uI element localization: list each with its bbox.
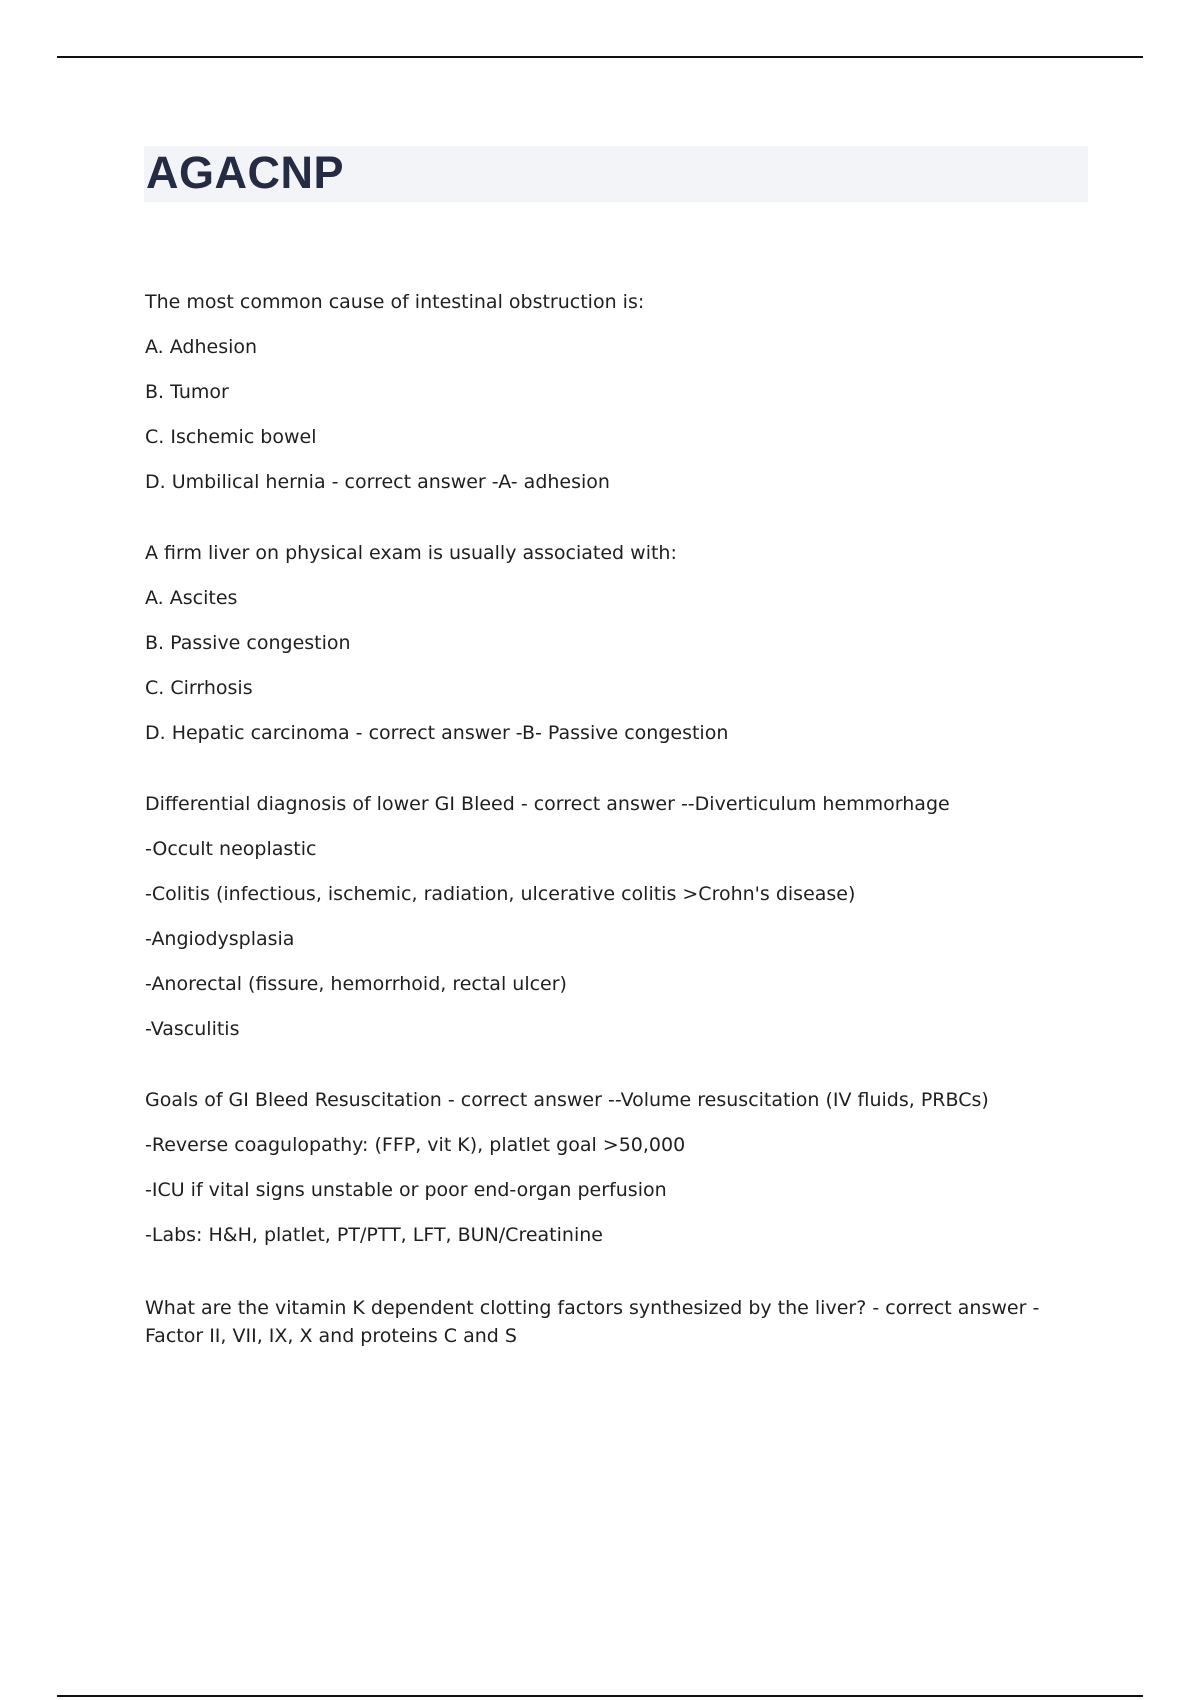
document-title: AGACNP bbox=[146, 147, 345, 198]
answer-list-item: -Vasculitis bbox=[145, 1018, 240, 1040]
answer-option: C. Ischemic bowel bbox=[145, 426, 317, 448]
question-text: Differential diagnosis of lower GI Bleed - correct answer --Diverticulum hemmorhage bbox=[145, 793, 950, 815]
answer-option: A. Ascites bbox=[145, 587, 238, 609]
answer-list-item: -Anorectal (fissure, hemorrhoid, rectal ulcer) bbox=[145, 973, 567, 995]
header-divider bbox=[57, 56, 1143, 58]
answer-option-with-correct-answer: D. Hepatic carcinoma - correct answer -B- Passive congestion bbox=[145, 722, 729, 744]
question-text-with-answer: What are the vitamin K dependent clotting factors synthesized by the liver? - correct answer -Factor II, VII, IX, X and proteins C and S bbox=[145, 1297, 1040, 1347]
question-block-2 bbox=[145, 541, 1085, 746]
answer-list-item: -Angiodysplasia bbox=[145, 928, 295, 950]
question-text: A firm liver on physical exam is usually associated with: bbox=[145, 542, 677, 564]
answer-option: B. Tumor bbox=[145, 381, 229, 403]
answer-option: B. Passive congestion bbox=[145, 632, 351, 654]
question-text: The most common cause of intestinal obstruction is: bbox=[145, 291, 645, 313]
answer-list-item: -Reverse coagulopathy: (FFP, vit K), platlet goal >50,000 bbox=[145, 1134, 686, 1156]
answer-list-item: -Colitis (infectious, ischemic, radiation, ulcerative colitis >Crohn's disease) bbox=[145, 883, 856, 905]
footer-divider bbox=[57, 1695, 1143, 1697]
answer-option-with-correct-answer: D. Umbilical hernia - correct answer -A- adhesion bbox=[145, 471, 610, 493]
question-block-4 bbox=[145, 1088, 1085, 1248]
question-block-1 bbox=[145, 290, 1085, 495]
document-body bbox=[145, 290, 1085, 1396]
answer-list-item: -ICU if vital signs unstable or poor end-organ perfusion bbox=[145, 1179, 667, 1201]
answer-option: C. Cirrhosis bbox=[145, 677, 253, 699]
answer-option: A. Adhesion bbox=[145, 336, 258, 358]
question-block-3 bbox=[145, 792, 1085, 1042]
answer-list-item: -Occult neoplastic bbox=[145, 838, 317, 860]
question-text: Goals of GI Bleed Resuscitation - correct answer --Volume resuscitation (IV fluids, PRBCs) bbox=[145, 1089, 989, 1111]
answer-list-item: -Labs: H&H, platlet, PT/PTT, LFT, BUN/Creatinine bbox=[145, 1224, 603, 1246]
question-block-5 bbox=[145, 1294, 1085, 1350]
